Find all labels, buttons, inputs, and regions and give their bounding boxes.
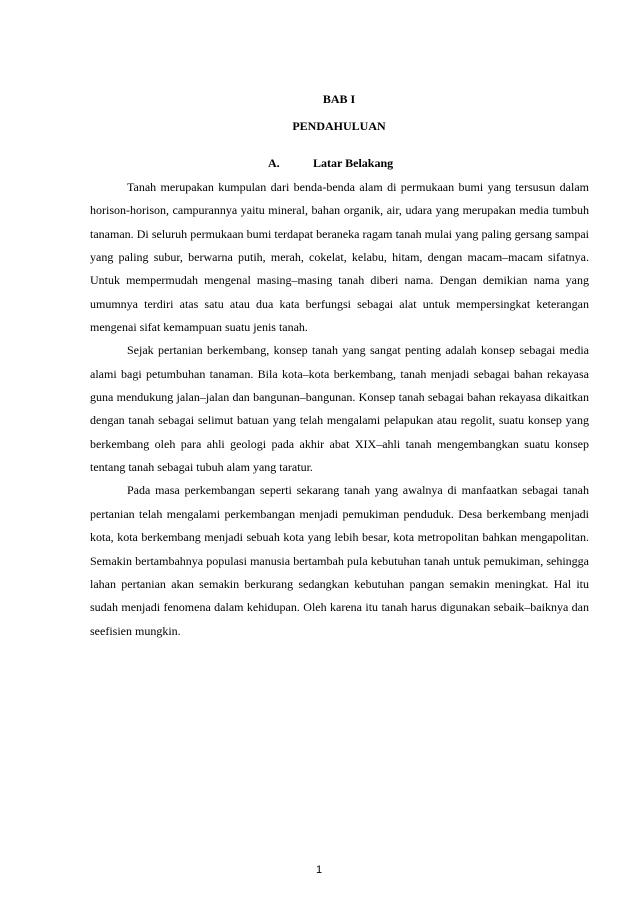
- paragraph-3: Pada masa perkembangan seperti sekarang tanah yang awalnya di manfaatkan sebagai tanah pertanian telah mengalami perkembangan menjadi pemukiman penduduk. Desa berkembang menjadi kota, kota berkembang menjadi sebuah kota yang lebih besar, kota metropolitan bahkan mengapolitan. Semakin bertambahnya populasi manusia bertambah pula kebutuhan tanah untuk pemukiman, sehingga lahan pertanian akan semakin berkurang sedangkan kebutuhan pangan semakin meningkat. Hal itu sudah menjadi fenomena dalam kehidupan. Oleh karena itu tanah harus digunakan sebaik–baiknya dan seefisien mungkin.: [90, 483, 589, 638]
- section-number: A.: [268, 156, 280, 170]
- page-number: 1: [315, 864, 323, 876]
- paragraph-2: Sejak pertanian berkembang, konsep tanah yang sangat penting adalah konsep sebagai media alami bagi petumbuhan tanaman. Bila kota–kota berkembang, tanah menjadi sebagai bahan rekayasa guna mendukung jalan–jalan dan bangunan–bangunan. Konsep tanah sebagai bahan rekayasa dikaitkan dengan tanah sebagai selimut batuan yang telah mengalami pelapukan atau regolit, suatu konsep yang berkembang oleh para ahli geologi pada akhir abat XIX–ahli tanah mengembangkan suatu konsep tentang tanah sebagai tubuh alam yang taratur.: [90, 343, 589, 475]
- paragraph-1: Tanah merupakan kumpulan dari benda-benda alam di permukaan bumi yang tersusun dalam horison-horison, campurannya yaitu mineral, bahan organik, air, udara yang merupakan media tumbuh tanaman. Di seluruh permukaan bumi terdapat beraneka ragam tanah mulai yang paling gersang sampai yang paling subur, berwarna putih, merah, cokelat, kelabu, hitam, dengan macam–macam sifatnya. Untuk mempermudah mengenal masing–masing tanah diberi nama. Dengan demikian nama yang umumnya terdiri atas satu atau dua kata berfungsi sebagai alat untuk mempersingkat keterangan mengenai sifat kemampuan suatu jenis tanah.: [90, 180, 589, 335]
- chapter-number: BAB I: [322, 92, 356, 106]
- chapter-title: PENDAHULUAN: [292, 119, 386, 133]
- section-title: Latar Belakang: [313, 156, 394, 170]
- body-text: [90, 176, 589, 643]
